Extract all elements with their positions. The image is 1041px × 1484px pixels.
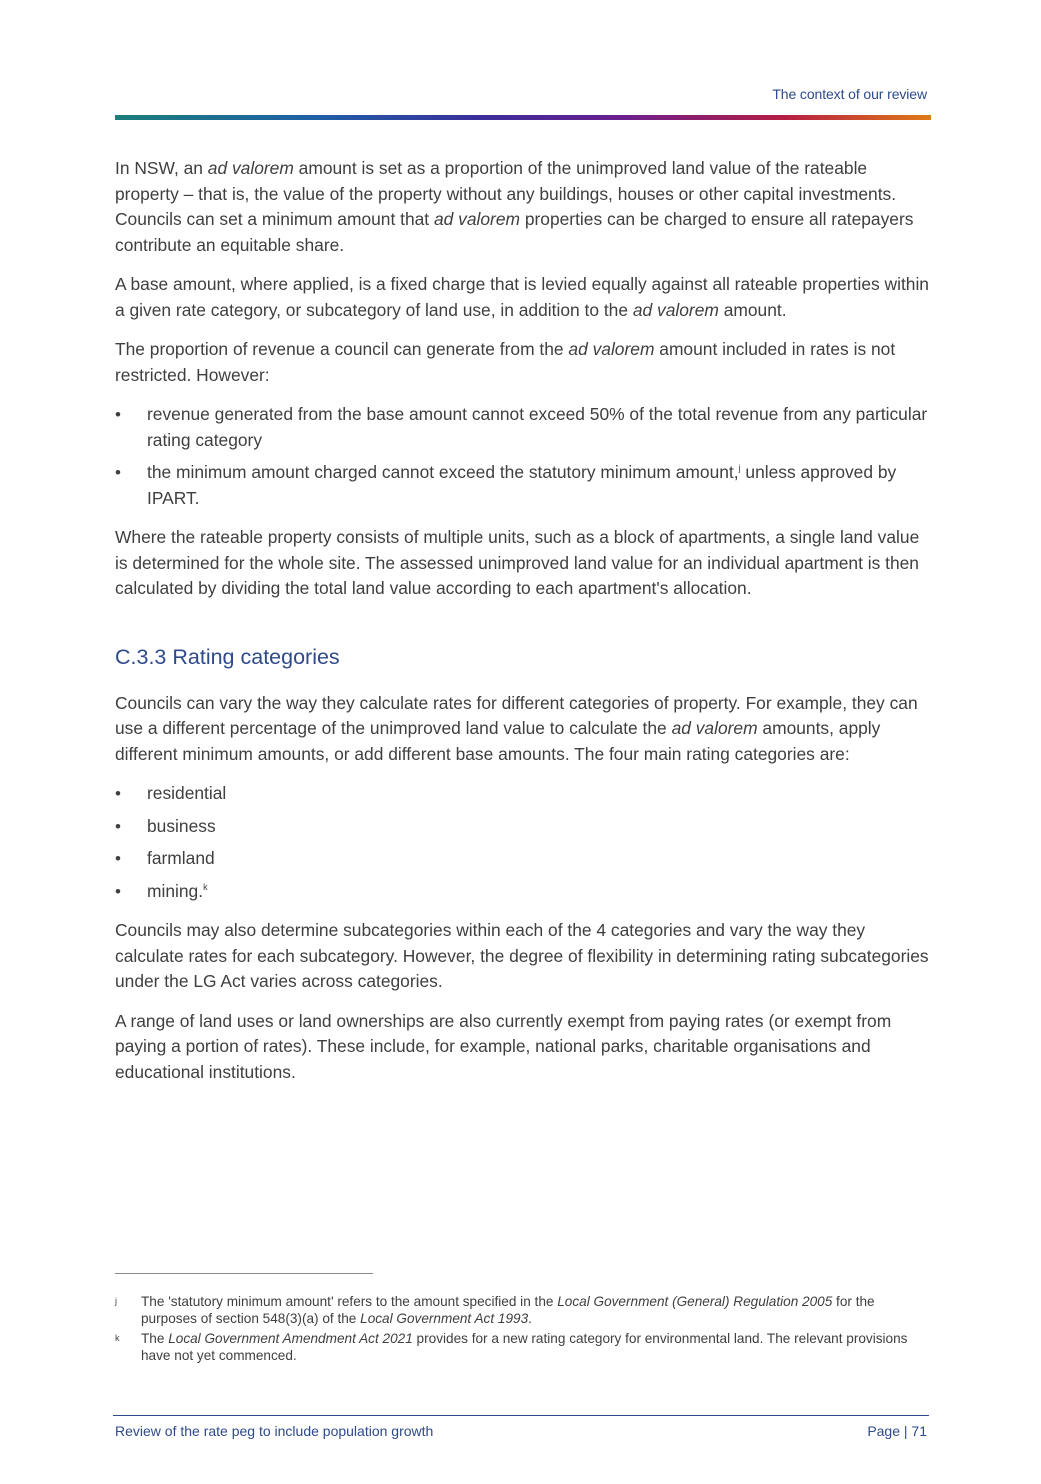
paragraph-subcategories: Councils may also determine subcategories within each of the 4 categories and vary the way they calculate rates for each subcategory. However, the degree of flexibility in determining rating subcategories under the LG Act varies across categories. [115, 920, 929, 991]
revenue-limits-list [115, 402, 930, 511]
footnote-mark: j [115, 1296, 117, 1306]
paragraph-revenue-proportion: The proportion of revenue a council can generate from the ad valorem amount included in rates is not restricted. However: [115, 339, 896, 385]
bullet-icon: • [115, 849, 121, 868]
running-header: The context of our review [772, 86, 927, 102]
footnote-mark: k [115, 1333, 120, 1343]
footnote-separator [115, 1273, 373, 1274]
list-item: • the minimum amount charged cannot exceed the statutory minimum amount,$^j$ unless approved by IPART. [115, 462, 897, 508]
section-heading: C.3.3 Rating categories [115, 644, 340, 669]
paragraph-exemptions: A range of land uses or land ownerships are also currently exempt from paying rates (or exempt from paying a portion of rates). These include, for example, national parks, charitable organisations and educational institutions. [115, 1010, 892, 1082]
footnotes [115, 1294, 930, 1368]
list-item: • farmland [115, 846, 930, 872]
footnote-ref-k[interactable]: k [203, 881, 208, 892]
footnote-j: j The 'statutory minimum amount' refers to the amount specified in the Local Government (General) Regulation 2005 for the purposes of section 548(3)(a) of the Local Government Act 1993. [115, 1294, 875, 1326]
list-item: • residential [115, 781, 930, 807]
bullet-icon: • [115, 816, 121, 836]
footnote-ref-j[interactable]: j [738, 463, 741, 474]
paragraph-base-amount: A base amount, where applied, is a fixed charge that is levied equally against all rateable properties within a given rate category, or subcategory of land use, in addition to the ad valorem amount. [115, 274, 929, 320]
paragraph-ad-valorem: In NSW, an ad valorem amount is set as a proportion of the unimproved land value of the rateable property – that is, the value of the property without any buildings, houses or other capital investments. Councils can set a minimum amount that ad valorem properties can be charged to ensure all ratepayers contribute an equitable share. [115, 158, 914, 255]
bullet-icon: • [115, 784, 121, 803]
list-item: • revenue generated from the base amount cannot exceed 50% of the total revenue from any particular rating category [115, 404, 928, 450]
paragraph-multiple-units: Where the rateable property consists of multiple units, such as a block of apartments, a single land value is determined for the whole site. The assessed unimproved land value for an individual apartment is then calculated by dividing the total land value according to each apartment's allocation. [115, 527, 920, 598]
rating-categories-list [115, 781, 930, 904]
paragraph-rating-categories: Councils can vary the way they calculate rates for different categories of property. For example, they can use a different percentage of the unimproved land value to calculate the ad valorem amounts, apply different minimum amounts, or add different base amounts. The four main rating categories are: [115, 692, 918, 764]
list-item: • mining.$^k$ [115, 879, 930, 905]
footnote-k: k The Local Government Amendment Act 2021 provides for a new rating category for environmental land. The relevant provisions have not yet commenced. [115, 1331, 908, 1363]
footer-rule [113, 1415, 929, 1416]
bullet-icon: • [115, 405, 121, 424]
footer-document-title: Review of the rate peg to include population growth [115, 1423, 434, 1439]
page-number: Page | 71 [867, 1423, 927, 1439]
header-gradient-rule [115, 115, 931, 120]
list-item: • business [115, 814, 930, 840]
main-content [115, 156, 930, 1099]
bullet-icon: • [115, 463, 121, 482]
bullet-icon: • [115, 881, 121, 901]
